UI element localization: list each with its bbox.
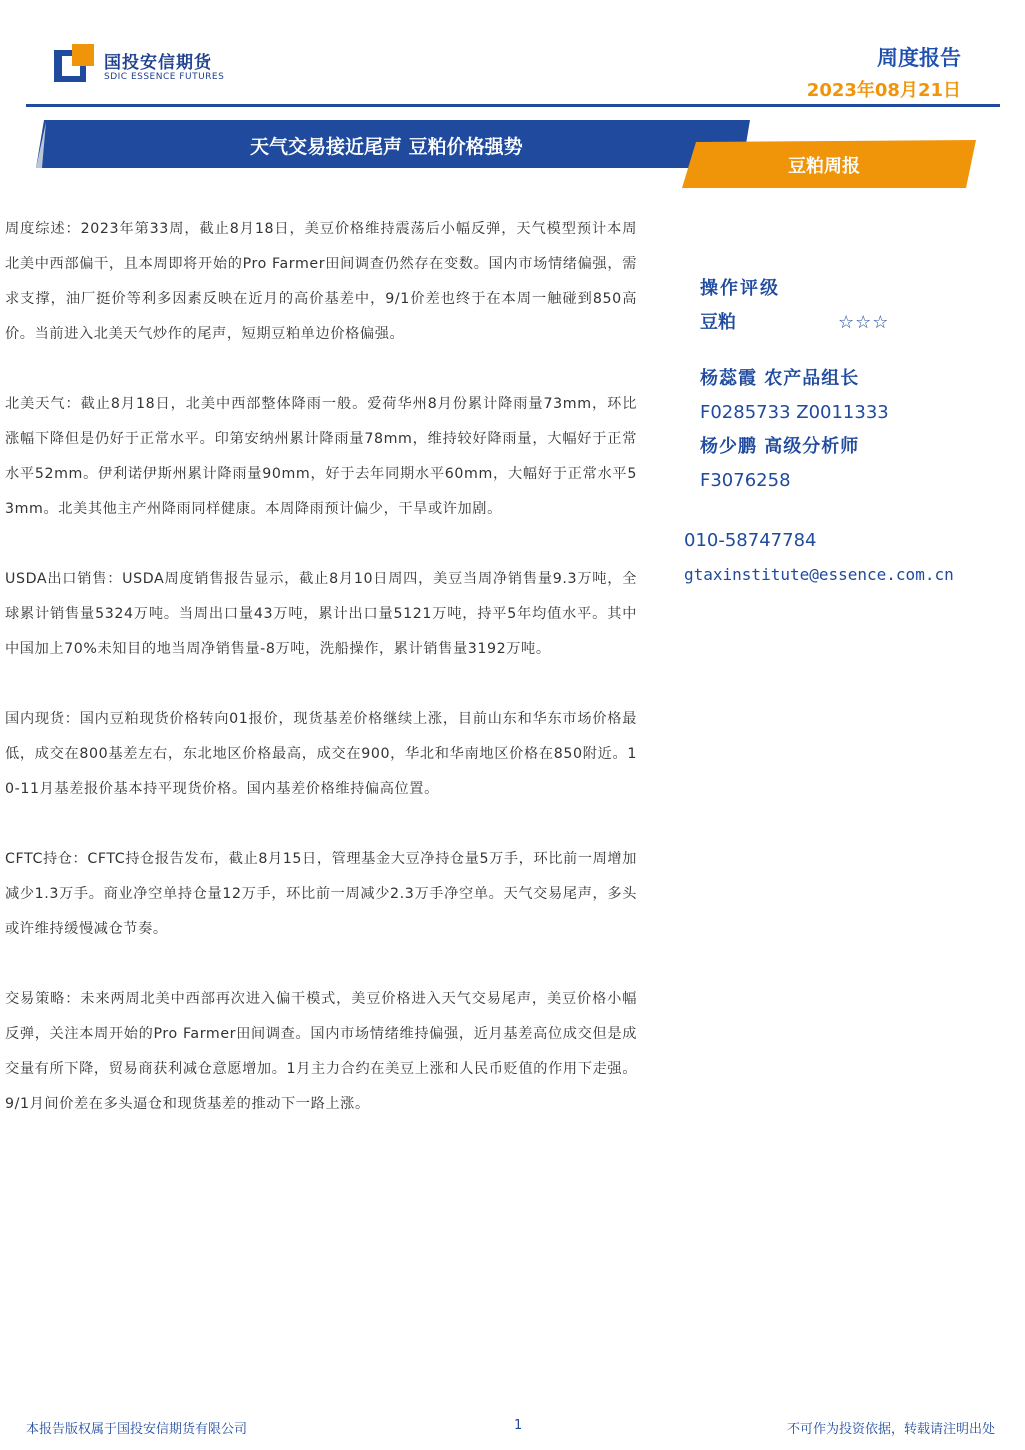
rating-title: 操作评级	[700, 278, 780, 299]
rating-row	[700, 306, 1000, 340]
paragraph-domestic-spot: 国内现货：国内豆粕现货价格转向01报价，现货基差价格继续上涨，目前山东和华东市场价格最低，成交在800基差左右，东北地区价格最高，成交在900，华北和华南地区价格在850附近。10-11月基差报价基本持平现货价格。国内基差价格维持偏高位置。	[5, 711, 637, 797]
contact-email[interactable]: gtaxinstitute@essence.com.cn	[684, 565, 954, 584]
logo-mark-icon	[52, 42, 96, 86]
footer-disclaimer: 不可作为投资依据，转载请注明出处	[786, 1422, 995, 1437]
sidebar	[700, 272, 1000, 498]
contact-info	[684, 524, 1014, 592]
analyst-license-id: F3076258	[700, 470, 791, 491]
paragraph-usda-export-sales: USDA出口销售：USDA周度销售报告显示，截止8月10日周四，美豆当周净销售量9.3万吨，全球累计销售量5324万吨。当周出口量43万吨，累计出口量5121万吨，持平5年均值水平。其中中国加上70%未知目的地当周净销售量-8万吨，洗船操作，累计销售量3192万吨。	[5, 571, 637, 657]
report-category-tag: 豆粕周报	[788, 156, 860, 177]
rating-stars-icon: ☆☆☆	[838, 312, 890, 333]
report-type: 周度报告	[877, 46, 961, 70]
paragraph-north-america-weather: 北美天气：截止8月18日，北美中西部整体降雨一般。爱荷华州8月份累计降雨量73mm，环比涨幅下降但是仍好于正常水平。印第安纳州累计降雨量78mm，维持较好降雨量，大幅好于正常水平52mm。伊利诺伊斯州累计降雨量90mm，好于去年同期水平60mm，大幅好于正常水平53mm。北美其他主产州降雨同样健康。本周降雨预计偏少，干旱或许加剧。	[5, 396, 637, 517]
footer-copyright: 本报告版权属于国投安信期货有限公司	[26, 1422, 248, 1437]
page-number: 1	[514, 1418, 523, 1433]
header-divider	[26, 104, 1000, 107]
contact-phone: 010-58747784	[684, 530, 817, 551]
paragraph-cftc-positions: CFTC持仓：CFTC持仓报告发布，截止8月15日，管理基金大豆净持仓量5万手，环比前一周增加减少1.3万手。商业净空单持仓量12万手，环比前一周减少2.3万手净空单。天气交易尾声，多头或许维持缓慢减仓节奏。	[5, 851, 637, 937]
analyst-license-id: F0285733 Z0011333	[700, 402, 889, 423]
analyst-name: 杨蕊霞 农产品组长	[700, 368, 860, 389]
report-body	[5, 212, 637, 1157]
company-logo	[52, 40, 242, 90]
rating-product: 豆粕	[700, 312, 736, 333]
analyst-name: 杨少鹏 高级分析师	[700, 436, 860, 457]
logo-text-cn: 国投安信期货	[104, 53, 212, 73]
paragraph-trading-strategy: 交易策略：未来两周北美中西部再次进入偏干模式，美豆价格进入天气交易尾声，美豆价格小幅反弹，关注本周开始的Pro Farmer田间调查。国内市场情绪维持偏强，近月基差高位成交但是成交量有所下降，贸易商获利减仓意愿增加。1月主力合约在美豆上涨和人民币贬值的作用下走强。9/1月间价差在多头逼仓和现货基差的推动下一路上涨。	[5, 991, 637, 1112]
report-date: 2023年08月21日	[806, 80, 961, 101]
paragraph-weekly-summary: 周度综述：2023年第33周，截止8月18日，美豆价格维持震荡后小幅反弹，天气模型预计本周北美中西部偏干，且本周即将开始的Pro Farmer田间调查仍然存在变数。国内市场情绪偏强，需求支撑，油厂挺价等利多因素反映在近月的高价基差中，9/1价差也终于在本周一触碰到850高价。当前进入北美天气炒作的尾声，短期豆粕单边价格偏强。	[5, 221, 637, 342]
report-headline: 天气交易接近尾声 豆粕价格强势	[250, 136, 523, 158]
logo-text-en: SDIC ESSENCE FUTURES	[104, 72, 225, 82]
